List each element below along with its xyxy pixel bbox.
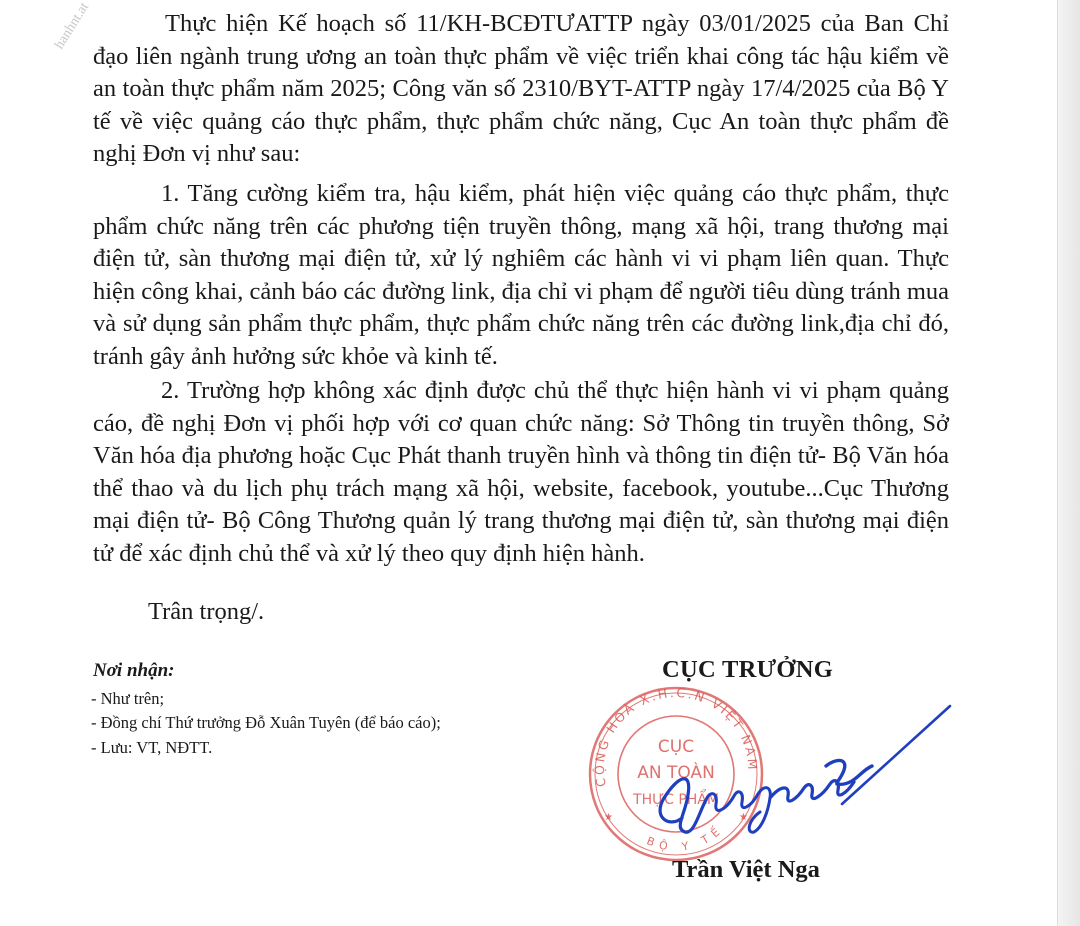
signer-name: Trần Việt Nga xyxy=(672,856,820,883)
item-1-paragraph: 1. Tăng cường kiểm tra, hậu kiểm, phát hiện việc quảng cáo thực phẩm, thực phẩm chức năng trên các phương tiện truyền thông, mạng xã hội, trang thương mại điện tử, sàn thương mại điện tử, xử lý nghiêm các hành vi vi phạm liên quan. Thực hiện công khai, cảnh báo các đường link, địa chỉ vi phạm để người tiêu dùng tránh mua và sử dụng sản phẩm thực phẩm, thực phẩm chức năng trên các đường link,địa chỉ đó, tránh gây ảnh hưởng sức khỏe và kinh tế. xyxy=(93,180,949,370)
handwritten-signature xyxy=(630,700,960,850)
recipients-title: Nơi nhận: xyxy=(93,660,175,681)
item-2-paragraph: 2. Trường hợp không xác định được chủ thể thực hiện hành vi vi phạm quảng cáo, đề nghị Đơn vị phối hợp với cơ quan chức năng: Sở Thông tin truyền thông, Sở Văn hóa địa phương hoặc Cục Phát thanh truyền hình và thông tin điện tử- Bộ Văn hóa thể thao và du lịch phụ trách mạng xã hội, website, facebook, youtube...Cục Thương mại điện tử- Bộ Công Thương quản lý trang thương mại điện tử, sàn thương mại điện tử để xác định chủ thể và xử lý theo quy định hiện hành. xyxy=(93,377,949,567)
seal-center-line: THỰC PHẨM xyxy=(633,792,719,808)
seal-center-line: CỤC xyxy=(657,737,695,757)
watermark: hanhnt.at xyxy=(52,0,93,52)
intro-paragraph: Thực hiện Kế hoạch số 11/KH-BCĐTƯATTP ngày 03/01/2025 của Ban Chỉ đạo liên ngành trung ương an toàn thực phẩm về việc triển khai công tác hậu kiểm về an toàn thực phẩm năm 2025; Công văn số 2310/BYT-ATTP ngày 17/4/2025 của Bộ Y tế về việc quảng cáo thực phẩm, thực phẩm chức năng, Cục An toàn thực phẩm đề nghị Đơn vị như sau: xyxy=(93,10,949,168)
seal-bottom-text: BỘ Y TẾ xyxy=(644,821,727,854)
recipients-list xyxy=(91,687,441,760)
closing-text: Trân trọng/. xyxy=(148,598,265,625)
seal-ring-text: CỘNG HOÀ X.H.C.N VIỆT NAM xyxy=(591,684,761,789)
recipient-item: - Đồng chí Thứ trưởng Đỗ Xuân Tuyên (để báo cáo); xyxy=(91,713,441,733)
seal-star-icon: ★ xyxy=(604,812,613,823)
signer-title: CỤC TRƯỞNG xyxy=(662,656,834,683)
seal-star-icon: ★ xyxy=(739,812,748,823)
page-edge xyxy=(1057,0,1080,926)
seal-center-line: AN TOÀN xyxy=(637,763,715,783)
recipient-item: - Như trên; xyxy=(91,689,165,708)
recipient-item: - Lưu: VT, NĐTT. xyxy=(91,737,213,757)
